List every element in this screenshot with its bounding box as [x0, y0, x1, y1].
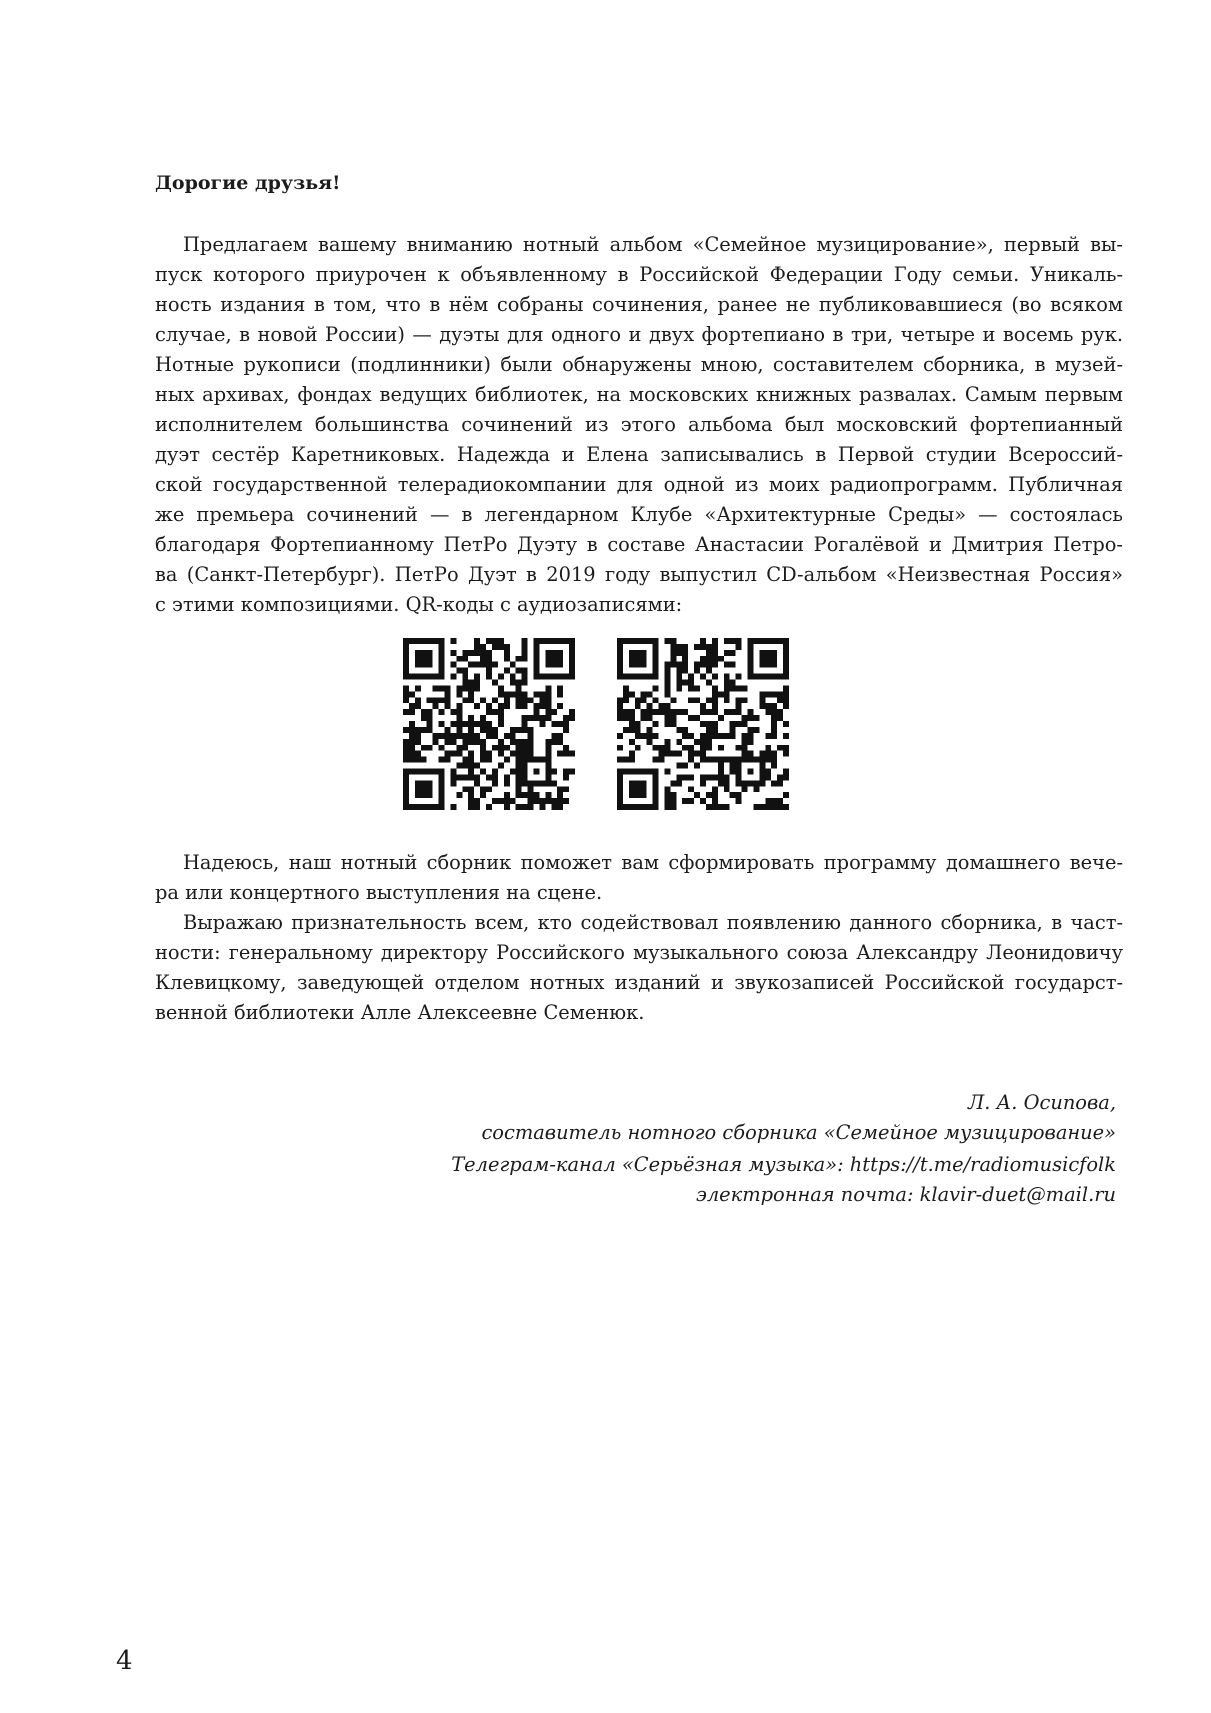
hope-paragraph [155, 848, 1123, 908]
intro-line: случае, в новой России) — дуэты для одного и двух фортепиано в три, четыре и восемь рук. [155, 323, 1123, 346]
author-role: составитель нотного сборника «Семейное музицирование» [481, 1121, 1116, 1144]
greeting-heading: Дорогие друзья! [155, 172, 341, 194]
qr-codes-row [0, 638, 1211, 816]
intro-line: дуэт сестёр Каретниковых. Надежда и Елена записывались в Первой студии Всероссий- [155, 443, 1123, 466]
intro-line: Нотные рукописи (подлинники) были обнаружены мною, составителем сборника, в музей- [155, 353, 1123, 376]
intro-line: исполнителем большинства сочинений из этого альбома был московский фортепианный [155, 413, 1123, 436]
qr-code-graphic [403, 638, 575, 810]
page-number: 4 [116, 1646, 133, 1676]
qr-code-icon[interactable] [617, 638, 789, 810]
intro-line: благодаря Фортепианному ПетРо Дуэту в составе Анастасии Рогалёвой и Дмитрия Петро- [155, 533, 1123, 556]
hope-line: ра или концертного выступления на сцене. [155, 881, 603, 904]
email-link[interactable]: электронная почта: klavir-duet@mail.ru [695, 1183, 1116, 1206]
intro-line: пуск которого приурочен к объявленному в Российской Федерации Году семьи. Уникаль- [155, 263, 1123, 286]
intro-paragraph [155, 230, 1123, 620]
intro-line: ных архивах, фондах ведущих библиотек, на московских книжных развалах. Самым первым [155, 383, 1123, 406]
intro-line: ва (Санкт-Петербург). ПетРо Дуэт в 2019 году выпустил CD-альбом «Неизвестная Россия» [155, 563, 1123, 586]
contacts-block [451, 1150, 1116, 1210]
intro-line: же премьера сочинений — в легендарном Клубе «Архитектурные Среды» — состоялась [155, 503, 1123, 526]
intro-line: с этими композициями. QR-коды с аудиозаписями: [155, 593, 683, 616]
thanks-line: Выражаю признательность всем, кто содействовал появлению данного сборника, в част- [183, 911, 1123, 934]
intro-line: Предлагаем вашему вниманию нотный альбом «Семейное музицирование», первый вы- [183, 233, 1123, 256]
hope-line: Надеюсь, наш нотный сборник поможет вам сформировать программу домашнего вече- [183, 851, 1123, 874]
intro-line: ность издания в том, что в нём собраны сочинения, ранее не публиковавшиеся (во всяком [155, 293, 1123, 316]
signature-block [481, 1088, 1116, 1148]
intro-line: ской государственной телерадиокомпании для одной из моих радиопрограмм. Публичная [155, 473, 1123, 496]
thanks-line: Клевицкому, заведующей отделом нотных изданий и звукозаписей Российской государст- [155, 971, 1123, 994]
qr-code-icon[interactable] [403, 638, 575, 810]
thanks-line: ности: генеральному директору Российского музыкального союза Александру Леонидовичу [155, 941, 1123, 964]
telegram-link[interactable]: Телеграм-канал «Серьёзная музыка»: https://t.me/radiomusicfolk [451, 1153, 1116, 1176]
thanks-line: венной библиотеки Алле Алексеевне Семенюк. [155, 1001, 645, 1024]
thanks-paragraph [155, 908, 1123, 1028]
author-name: Л. А. Осипова, [968, 1091, 1116, 1114]
qr-code-graphic [617, 638, 789, 810]
